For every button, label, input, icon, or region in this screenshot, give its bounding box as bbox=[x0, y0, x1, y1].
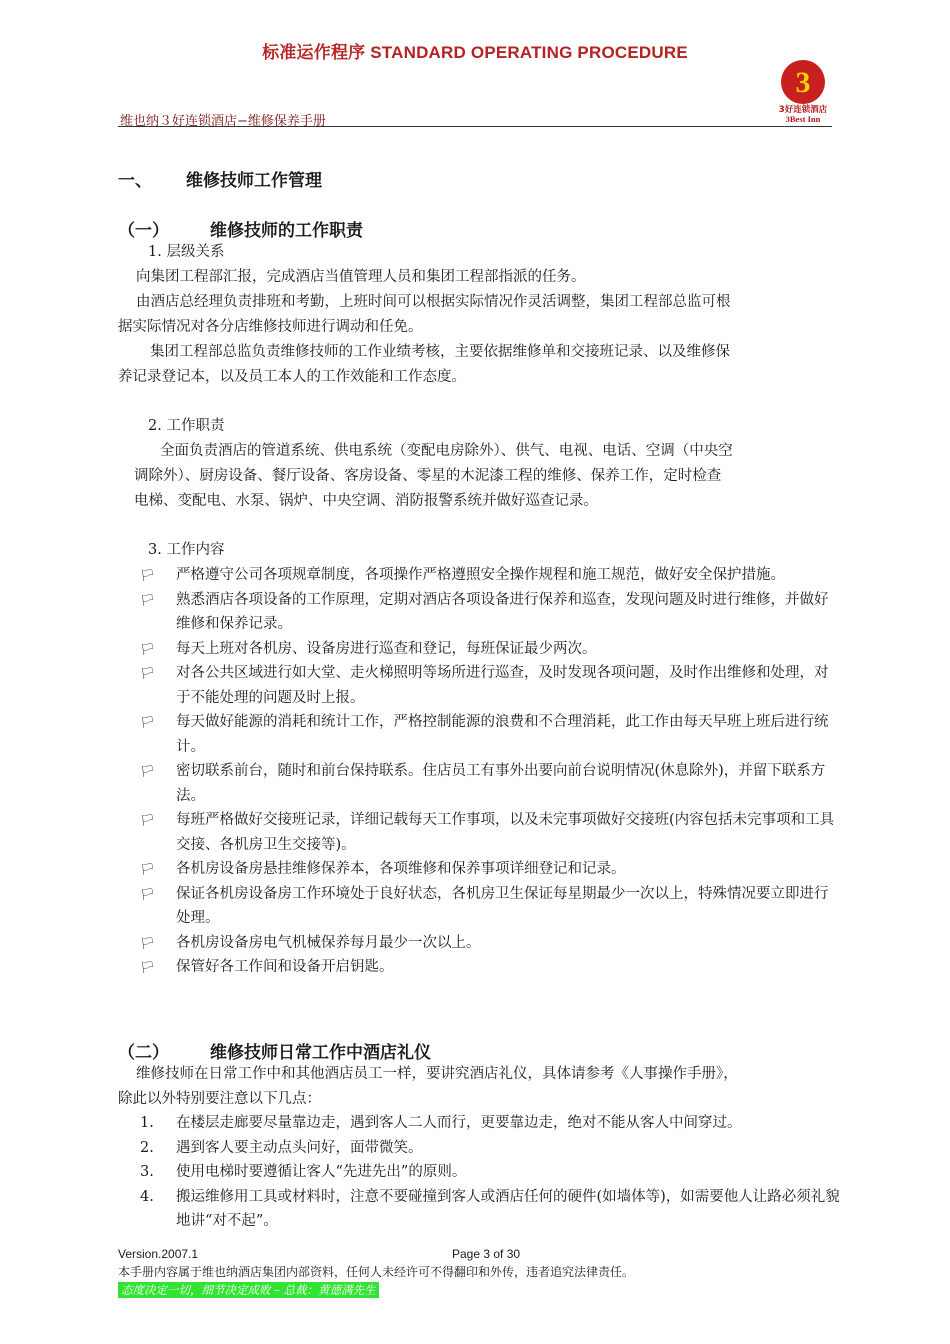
list-item bbox=[140, 563, 840, 588]
subsection-title: 维修技师日常工作中酒店礼仪 bbox=[210, 1043, 431, 1063]
logo-english-name: 3Best Inn bbox=[785, 114, 821, 124]
flag-bullet-icon: 🏳 bbox=[140, 641, 156, 656]
list-item-text: 密切联系前台，随时和前台保持联系。住店员工有事外出要向前台说明情况(休息除外)，并留下联系方法。 bbox=[176, 763, 826, 804]
manual-name: 维也纳３好连锁酒店−维修保养手册 bbox=[120, 114, 326, 129]
section-title: 维修技师工作管理 bbox=[186, 171, 322, 191]
list-item bbox=[140, 955, 840, 980]
list-item bbox=[140, 857, 840, 882]
list-item-number: 1. bbox=[140, 1115, 154, 1131]
list-item bbox=[140, 710, 840, 759]
footer-slogan: 态度决定一切，细节决定成败 – 总裁：黄德满先生 bbox=[118, 1282, 379, 1298]
list-item bbox=[140, 637, 840, 662]
header-title: 标准运作程序 STANDARD OPERATING PROCEDURE bbox=[262, 43, 688, 62]
list-item-text: 熟悉酒店各项设备的工作原理，定期对酒店各项设备进行保养和巡查，发现问题及时进行维修，并做好维修和保养记录。 bbox=[176, 591, 829, 632]
subsection-number: （二） bbox=[118, 1043, 169, 1063]
list-item-text: 每天做好能源的消耗和统计工作，严格控制能源的浪费和不合理消耗，此工作由每天早班上班后进行统计。 bbox=[176, 714, 829, 755]
etiquette-list bbox=[140, 1111, 840, 1234]
list-item bbox=[140, 1160, 840, 1185]
paragraph-text: 维修技师在日常工作中和其他酒店员工一样，要讲究酒店礼仪，具体请参考《人事操作手册》， bbox=[136, 1066, 738, 1082]
flag-bullet-icon: 🏳 bbox=[140, 935, 156, 950]
subsection-title: 维修技师的工作职责 bbox=[210, 221, 363, 241]
flag-bullet-icon: 🏳 bbox=[140, 813, 156, 827]
paragraph-text: 由酒店总经理负责排班和考勤，上班时间可以根据实际情况作灵活调整，集团工程部总监可根 bbox=[136, 294, 731, 310]
paragraph-text: 集团工程部总监负责维修技师的工作业绩考核，主要依据维修单和交接班记录、以及维修保 bbox=[150, 344, 730, 360]
list-item-text: 各机房设备房电气机械保养每月最少一次以上。 bbox=[176, 934, 481, 951]
flag-bullet-icon: 🏳 bbox=[140, 715, 156, 729]
list-item-text: 每天上班对各机房、设备房进行巡查和登记，每班保证最少两次。 bbox=[176, 640, 597, 657]
footer-version: Version.2007.1 bbox=[118, 1247, 199, 1261]
section-number: 一、 bbox=[118, 171, 152, 191]
footer-notice: 本手册内容属于维也纳酒店集团内部资料，任何人未经许可不得翻印和外传，违者追究法律责任。 bbox=[118, 1265, 635, 1279]
work-content-list bbox=[140, 563, 840, 980]
paragraph-text: 全面负责酒店的管道系统、供电系统（变配电房除外）、供气、电视、电话、空调（中央空 bbox=[160, 443, 733, 459]
list-item-text: 使用电梯时要遵循让客人“先进先出”的原则。 bbox=[176, 1164, 467, 1180]
list-item bbox=[140, 882, 840, 931]
list-item-number: 3. bbox=[140, 1164, 154, 1180]
list-item-text: 搬运维修用工具或材料时，注意不要碰撞到客人或酒店任何的硬件(如墙体等)，如需要他人让路必须礼貌地讲“对不起”。 bbox=[176, 1188, 840, 1229]
list-item bbox=[140, 931, 840, 956]
subsection-heading-2 bbox=[118, 1038, 431, 1063]
hotel-logo bbox=[770, 58, 836, 126]
item-label-duties: 2. 工作职责 bbox=[148, 418, 225, 434]
list-item-number: 4. bbox=[140, 1188, 154, 1205]
footer-page-number: Page 3 of 30 bbox=[452, 1247, 521, 1261]
logo-chinese-name: 3好连锁酒店 bbox=[778, 105, 828, 115]
paragraph-text: 电梯、变配电、水泵、锅炉、中央空调、消防报警系统并做好巡查记录。 bbox=[134, 493, 598, 509]
paragraph-text: 除此以外特别要注意以下几点： bbox=[118, 1091, 321, 1107]
list-item bbox=[140, 1136, 840, 1161]
flag-bullet-icon: 🏳 bbox=[140, 960, 156, 974]
section-heading bbox=[118, 166, 322, 191]
list-item-text: 遇到客人要主动点头问好，面带微笑。 bbox=[176, 1139, 423, 1156]
logo-numeral: 3 bbox=[795, 66, 811, 99]
flag-bullet-icon: 🏳 bbox=[140, 764, 156, 778]
list-item-text: 每班严格做好交接班记录，详细记载每天工作事项，以及未完事项做好交接班(内容包括未完事项和工具交接、各机房卫生交接等)。 bbox=[176, 812, 835, 853]
list-item bbox=[140, 661, 840, 710]
flag-bullet-icon: 🏳 bbox=[140, 862, 156, 876]
list-item-text: 严格遵守公司各项规章制度，各项操作严格遵照安全操作规程和施工规范，做好安全保护措施。 bbox=[176, 567, 785, 583]
list-item-text: 在楼层走廊要尽量靠边走，遇到客人二人而行，更要靠边走，绝对不能从客人中间穿过。 bbox=[176, 1115, 742, 1131]
list-item-text: 对各公共区域进行如大堂、走火梯照明等场所进行巡查，及时发现各项问题，及时作出维修和处理，对于不能处理的问题及时上报。 bbox=[176, 665, 829, 706]
list-item bbox=[140, 759, 840, 808]
list-item bbox=[140, 1185, 840, 1234]
flag-bullet-icon: 🏳 bbox=[140, 568, 156, 582]
paragraph-text: 据实际情况对各分店维修技师进行调动和任免。 bbox=[118, 319, 423, 335]
subsection-number: （一） bbox=[118, 221, 169, 241]
flag-bullet-icon: 🏳 bbox=[140, 886, 156, 901]
list-item bbox=[140, 1111, 840, 1136]
flag-bullet-icon: 🏳 bbox=[140, 592, 156, 607]
list-item-text: 保证各机房设备房工作环境处于良好状态，各机房卫生保证每星期最少一次以上，特殊情况要立即进行处理。 bbox=[176, 885, 829, 926]
list-item-number: 2. bbox=[140, 1139, 154, 1156]
subsection-heading-1 bbox=[118, 216, 363, 241]
paragraph-text: 养记录登记本，以及员工本人的工作效能和工作态度。 bbox=[118, 369, 466, 385]
flag-bullet-icon: 🏳 bbox=[140, 666, 156, 680]
item-label-hierarchy: 1. 层级关系 bbox=[148, 244, 225, 260]
item-label-content: 3. 工作内容 bbox=[148, 542, 225, 558]
list-item-text: 保管好各工作间和设备开启钥匙。 bbox=[176, 959, 394, 975]
header-divider bbox=[118, 126, 832, 127]
list-item-text: 各机房设备房悬挂维修保养本，各项维修和保养事项详细登记和记录。 bbox=[176, 861, 626, 877]
list-item bbox=[140, 588, 840, 637]
paragraph-text: 调除外）、厨房设备、餐厅设备、客房设备、零星的木泥漆工程的维修、保养工作，定时检查 bbox=[134, 468, 722, 484]
paragraph-text: 向集团工程部汇报，完成酒店当值管理人员和集团工程部指派的任务。 bbox=[136, 269, 586, 285]
list-item bbox=[140, 808, 840, 857]
